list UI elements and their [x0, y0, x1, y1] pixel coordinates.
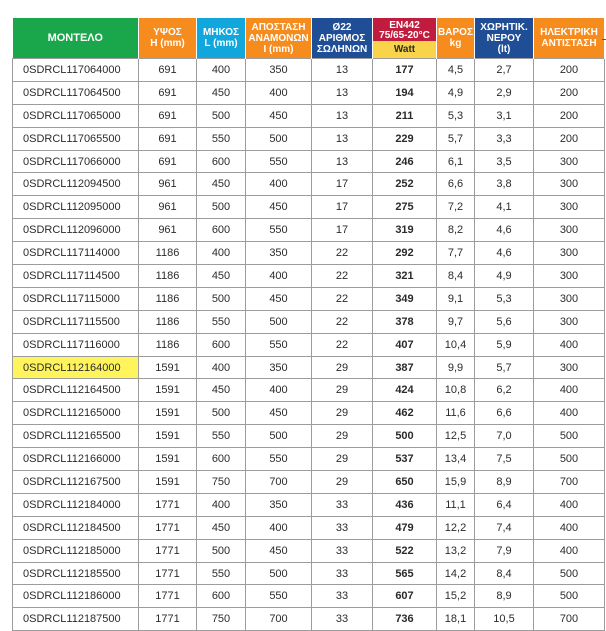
cell-distance: 350	[246, 242, 312, 265]
cell-capacity: 3,3	[475, 127, 534, 150]
cell-weight: 6,6	[437, 173, 475, 196]
cell-length: 450	[197, 81, 246, 104]
cell-length: 600	[197, 585, 246, 608]
cell-model: 0SDRCL117065000	[13, 104, 139, 127]
cell-model: 0SDRCL112167500	[13, 471, 139, 494]
cell-height: 691	[139, 150, 197, 173]
cell-tubes: 29	[312, 471, 373, 494]
cell-watt: 565	[373, 562, 437, 585]
table-row	[13, 448, 605, 471]
cell-capacity: 2,9	[475, 81, 534, 104]
cell-heater: 300	[534, 356, 605, 379]
cell-watt: 387	[373, 356, 437, 379]
table-row	[13, 150, 605, 173]
cell-watt: 211	[373, 104, 437, 127]
cell-capacity: 5,6	[475, 310, 534, 333]
cell-watt: 407	[373, 333, 437, 356]
header-watt-unit: Watt	[373, 41, 436, 58]
header-capacity-unit: (lt)	[497, 43, 511, 55]
cell-watt: 319	[373, 219, 437, 242]
cell-heater: 200	[534, 59, 605, 82]
cell-tubes: 13	[312, 81, 373, 104]
cell-watt: 537	[373, 448, 437, 471]
cell-length: 500	[197, 287, 246, 310]
cell-tubes: 29	[312, 379, 373, 402]
header-heater-label: ΗΛΕΚΤΡΙΚΗ	[540, 27, 598, 38]
table-row	[13, 493, 605, 516]
cell-height: 691	[139, 81, 197, 104]
cell-capacity: 7,0	[475, 425, 534, 448]
header-capacity-label-2: ΝΕΡΟΥ	[486, 32, 522, 44]
cell-watt: 292	[373, 242, 437, 265]
cell-tubes: 29	[312, 425, 373, 448]
header-distance-label: ΑΠΟΣΤΑΣΗ	[251, 21, 306, 33]
cell-capacity: 7,5	[475, 448, 534, 471]
cell-height: 1591	[139, 471, 197, 494]
cell-tubes: 22	[312, 310, 373, 333]
header-tubes-label: ΑΡΙΘΜΟΣ	[318, 32, 366, 44]
cell-watt: 246	[373, 150, 437, 173]
cell-tubes: 33	[312, 585, 373, 608]
table-row	[13, 104, 605, 127]
cell-capacity: 6,4	[475, 493, 534, 516]
cell-heater: 500	[534, 585, 605, 608]
cell-length: 550	[197, 310, 246, 333]
table-body	[13, 59, 605, 631]
cell-weight: 11,1	[437, 493, 475, 516]
table-row	[13, 127, 605, 150]
cell-watt: 252	[373, 173, 437, 196]
cell-tubes: 22	[312, 287, 373, 310]
cell-watt: 275	[373, 196, 437, 219]
cell-watt: 194	[373, 81, 437, 104]
cell-length: 500	[197, 402, 246, 425]
cell-weight: 18,1	[437, 608, 475, 631]
cell-heater: 500	[534, 448, 605, 471]
header-watt	[373, 18, 437, 59]
cell-length: 450	[197, 516, 246, 539]
cell-model: 0SDRCL117065500	[13, 127, 139, 150]
table-row	[13, 585, 605, 608]
header-capacity-label: ΧΩΡΗΤΙΚ.	[480, 21, 528, 33]
cell-weight: 12,2	[437, 516, 475, 539]
cell-heater: 300	[534, 196, 605, 219]
cell-distance: 500	[246, 127, 312, 150]
cell-distance: 550	[246, 585, 312, 608]
cell-heater: 500	[534, 425, 605, 448]
cell-watt: 462	[373, 402, 437, 425]
cell-model: 0SDRCL112187500	[13, 608, 139, 631]
cell-heater: 500	[534, 562, 605, 585]
cell-model: 0SDRCL117115000	[13, 287, 139, 310]
cell-weight: 10,4	[437, 333, 475, 356]
cell-capacity: 4,9	[475, 265, 534, 288]
cell-watt: 349	[373, 287, 437, 310]
cell-capacity: 4,1	[475, 196, 534, 219]
cell-weight: 15,9	[437, 471, 475, 494]
cell-capacity: 2,7	[475, 59, 534, 82]
header-watt-standard: EN442	[389, 19, 420, 31]
header-tubes-diameter: Ø22	[332, 21, 352, 33]
cell-watt: 736	[373, 608, 437, 631]
cell-distance: 350	[246, 356, 312, 379]
table-row	[13, 196, 605, 219]
cell-model: 0SDRCL117115500	[13, 310, 139, 333]
cell-model: 0SDRCL112186000	[13, 585, 139, 608]
cell-capacity: 6,2	[475, 379, 534, 402]
cell-length: 750	[197, 471, 246, 494]
cell-distance: 500	[246, 310, 312, 333]
header-heater-label-2: ΑΝΤΙΣΤΑΣΗ	[541, 38, 597, 49]
cell-weight: 7,7	[437, 242, 475, 265]
cell-length: 400	[197, 59, 246, 82]
cell-tubes: 29	[312, 356, 373, 379]
cell-watt: 229	[373, 127, 437, 150]
cell-height: 1186	[139, 310, 197, 333]
cell-capacity: 5,9	[475, 333, 534, 356]
cell-model: 0SDRCL117066000	[13, 150, 139, 173]
cell-model: 0SDRCL112184500	[13, 516, 139, 539]
cell-watt: 650	[373, 471, 437, 494]
cell-tubes: 13	[312, 127, 373, 150]
cell-weight: 13,4	[437, 448, 475, 471]
cell-height: 1771	[139, 493, 197, 516]
cell-capacity: 10,5	[475, 608, 534, 631]
table-row	[13, 81, 605, 104]
cell-distance: 700	[246, 608, 312, 631]
cell-distance: 350	[246, 59, 312, 82]
cell-weight: 11,6	[437, 402, 475, 425]
table-row	[13, 356, 605, 379]
cell-height: 1771	[139, 516, 197, 539]
cell-distance: 550	[246, 448, 312, 471]
cell-length: 500	[197, 196, 246, 219]
cell-heater: 200	[534, 104, 605, 127]
cell-length: 550	[197, 562, 246, 585]
cell-distance: 400	[246, 173, 312, 196]
cell-watt: 436	[373, 493, 437, 516]
table-row	[13, 287, 605, 310]
cell-weight: 5,7	[437, 127, 475, 150]
cell-length: 500	[197, 539, 246, 562]
cell-distance: 550	[246, 333, 312, 356]
cell-height: 1591	[139, 448, 197, 471]
cell-heater: 300	[534, 219, 605, 242]
cell-height: 1771	[139, 562, 197, 585]
header-height-label: ΥΨΟΣ	[153, 27, 182, 38]
cell-model: 0SDRCL112165000	[13, 402, 139, 425]
cell-distance: 550	[246, 219, 312, 242]
cell-watt: 321	[373, 265, 437, 288]
cell-model: 0SDRCL112184000	[13, 493, 139, 516]
cell-model: 0SDRCL117114500	[13, 265, 139, 288]
cell-tubes: 33	[312, 493, 373, 516]
table-row	[13, 333, 605, 356]
cell-model: 0SDRCL112185500	[13, 562, 139, 585]
cell-weight: 13,2	[437, 539, 475, 562]
cell-watt: 607	[373, 585, 437, 608]
cell-distance: 700	[246, 471, 312, 494]
cell-capacity: 3,5	[475, 150, 534, 173]
cell-heater: 300	[534, 173, 605, 196]
table-row	[13, 265, 605, 288]
cell-model: 0SDRCL112096000	[13, 219, 139, 242]
cell-model: 0SDRCL112164000	[13, 356, 139, 379]
cell-heater: 300	[534, 265, 605, 288]
cell-capacity: 3,1	[475, 104, 534, 127]
header-distance-unit: I (mm)	[263, 43, 294, 55]
cell-length: 400	[197, 242, 246, 265]
cell-tubes: 17	[312, 219, 373, 242]
cell-heater: 400	[534, 333, 605, 356]
cell-heater: 300	[534, 242, 605, 265]
cell-weight: 9,7	[437, 310, 475, 333]
cell-distance: 450	[246, 287, 312, 310]
cell-distance: 450	[246, 402, 312, 425]
cell-tubes: 13	[312, 150, 373, 173]
table-row	[13, 562, 605, 585]
table-row	[13, 242, 605, 265]
cell-height: 1591	[139, 379, 197, 402]
cell-model: 0SDRCL117114000	[13, 242, 139, 265]
table-header	[13, 18, 605, 59]
cell-weight: 9,9	[437, 356, 475, 379]
cell-heater: 300	[534, 310, 605, 333]
cell-tubes: 29	[312, 448, 373, 471]
table-row	[13, 425, 605, 448]
cell-height: 1591	[139, 402, 197, 425]
cell-tubes: 33	[312, 539, 373, 562]
header-model-label: ΜΟΝΤΕΛΟ	[47, 31, 103, 44]
cell-watt: 479	[373, 516, 437, 539]
table-row	[13, 402, 605, 425]
cell-watt: 378	[373, 310, 437, 333]
cell-tubes: 22	[312, 242, 373, 265]
cell-length: 750	[197, 608, 246, 631]
header-watt-conditions: 75/65-20°C	[379, 29, 430, 41]
cell-weight: 12,5	[437, 425, 475, 448]
cell-model: 0SDRCL117116000	[13, 333, 139, 356]
cell-watt: 177	[373, 59, 437, 82]
table-row	[13, 310, 605, 333]
cell-weight: 4,5	[437, 59, 475, 82]
cell-height: 691	[139, 59, 197, 82]
cell-heater: 400	[534, 402, 605, 425]
cell-tubes: 17	[312, 196, 373, 219]
cell-capacity: 3,8	[475, 173, 534, 196]
cell-length: 600	[197, 150, 246, 173]
cell-capacity: 5,7	[475, 356, 534, 379]
cell-weight: 14,2	[437, 562, 475, 585]
cell-tubes: 29	[312, 402, 373, 425]
header-length	[197, 18, 246, 59]
cell-height: 1771	[139, 539, 197, 562]
cell-distance: 500	[246, 425, 312, 448]
cell-distance: 450	[246, 539, 312, 562]
cell-distance: 350	[246, 493, 312, 516]
cell-height: 961	[139, 196, 197, 219]
cell-height: 1186	[139, 265, 197, 288]
cell-weight: 8,4	[437, 265, 475, 288]
header-weight-unit: kg	[449, 38, 462, 49]
cell-height: 961	[139, 173, 197, 196]
table-row	[13, 59, 605, 82]
cell-capacity: 8,4	[475, 562, 534, 585]
cell-heater: 400	[534, 516, 605, 539]
header-height-unit: H (mm)	[150, 38, 185, 49]
header-tubes	[312, 18, 373, 59]
cell-model: 0SDRCL112095000	[13, 196, 139, 219]
cell-heater: 300	[534, 287, 605, 310]
cell-weight: 7,2	[437, 196, 475, 219]
cell-model: 0SDRCL112166000	[13, 448, 139, 471]
cell-weight: 6,1	[437, 150, 475, 173]
cell-height: 1771	[139, 585, 197, 608]
cell-distance: 450	[246, 196, 312, 219]
cell-weight: 15,2	[437, 585, 475, 608]
table-row	[13, 379, 605, 402]
cell-heater: 200	[534, 81, 605, 104]
cell-capacity: 8,9	[475, 471, 534, 494]
header-length-label: ΜΗΚΟΣ	[202, 27, 240, 38]
cell-height: 691	[139, 127, 197, 150]
cell-heater: 400	[534, 493, 605, 516]
cell-model: 0SDRCL117064500	[13, 81, 139, 104]
cell-model: 0SDRCL112094500	[13, 173, 139, 196]
cell-capacity: 4,6	[475, 219, 534, 242]
cell-tubes: 33	[312, 562, 373, 585]
table-row	[13, 608, 605, 631]
header-distance-label-2: ΑΝΑΜΟΝΩΝ	[248, 32, 309, 44]
cell-capacity: 7,9	[475, 539, 534, 562]
cell-distance: 400	[246, 516, 312, 539]
cell-weight: 8,2	[437, 219, 475, 242]
cell-capacity: 4,6	[475, 242, 534, 265]
cell-heater: 200	[534, 127, 605, 150]
cell-heater: 700	[534, 471, 605, 494]
cell-length: 600	[197, 448, 246, 471]
cell-length: 450	[197, 265, 246, 288]
cell-height: 1591	[139, 425, 197, 448]
cell-capacity: 5,3	[475, 287, 534, 310]
cell-weight: 9,1	[437, 287, 475, 310]
cell-height: 1591	[139, 356, 197, 379]
cell-tubes: 33	[312, 608, 373, 631]
cell-model: 0SDRCL112185000	[13, 539, 139, 562]
cell-tubes: 33	[312, 516, 373, 539]
cell-heater: 400	[534, 379, 605, 402]
table-row	[13, 219, 605, 242]
header-height	[139, 18, 197, 59]
cell-distance: 550	[246, 150, 312, 173]
header-heater	[534, 18, 605, 59]
cell-watt: 522	[373, 539, 437, 562]
cell-distance: 400	[246, 379, 312, 402]
cell-distance: 400	[246, 265, 312, 288]
cell-length: 400	[197, 356, 246, 379]
cell-tubes: 13	[312, 59, 373, 82]
table-row	[13, 471, 605, 494]
header-capacity	[475, 18, 534, 59]
cell-capacity: 7,4	[475, 516, 534, 539]
cell-capacity: 8,9	[475, 585, 534, 608]
cell-tubes: 22	[312, 333, 373, 356]
header-weight	[437, 18, 475, 59]
cell-heater: 300	[534, 150, 605, 173]
cell-model: 0SDRCL112165500	[13, 425, 139, 448]
cell-height: 1186	[139, 333, 197, 356]
cell-height: 961	[139, 219, 197, 242]
cell-distance: 400	[246, 81, 312, 104]
cell-tubes: 17	[312, 173, 373, 196]
header-model	[13, 18, 139, 59]
header-weight-label: ΒΑΡΟΣ	[438, 27, 473, 38]
cell-capacity: 6,6	[475, 402, 534, 425]
cell-distance: 500	[246, 562, 312, 585]
cell-model: 0SDRCL117064000	[13, 59, 139, 82]
cell-distance: 450	[246, 104, 312, 127]
cell-weight: 5,3	[437, 104, 475, 127]
header-tubes-label-2: ΣΩΛΗΝΩΝ	[316, 43, 368, 55]
cell-watt: 500	[373, 425, 437, 448]
cell-length: 600	[197, 333, 246, 356]
table-row	[13, 539, 605, 562]
cell-height: 1186	[139, 287, 197, 310]
cell-watt: 424	[373, 379, 437, 402]
edge-tick-mark	[602, 39, 606, 40]
cell-heater: 700	[534, 608, 605, 631]
table-row	[13, 516, 605, 539]
header-distance	[246, 18, 312, 59]
cell-length: 550	[197, 127, 246, 150]
cell-length: 550	[197, 425, 246, 448]
cell-weight: 10,8	[437, 379, 475, 402]
cell-weight: 4,9	[437, 81, 475, 104]
radiator-spec-table	[12, 18, 605, 631]
cell-model: 0SDRCL112164500	[13, 379, 139, 402]
cell-length: 450	[197, 173, 246, 196]
cell-height: 691	[139, 104, 197, 127]
cell-tubes: 13	[312, 104, 373, 127]
cell-length: 450	[197, 379, 246, 402]
header-length-unit: L (mm)	[204, 38, 238, 49]
cell-length: 600	[197, 219, 246, 242]
table-row	[13, 173, 605, 196]
cell-heater: 400	[534, 539, 605, 562]
cell-length: 500	[197, 104, 246, 127]
cell-length: 400	[197, 493, 246, 516]
cell-height: 1771	[139, 608, 197, 631]
cell-tubes: 22	[312, 265, 373, 288]
cell-height: 1186	[139, 242, 197, 265]
